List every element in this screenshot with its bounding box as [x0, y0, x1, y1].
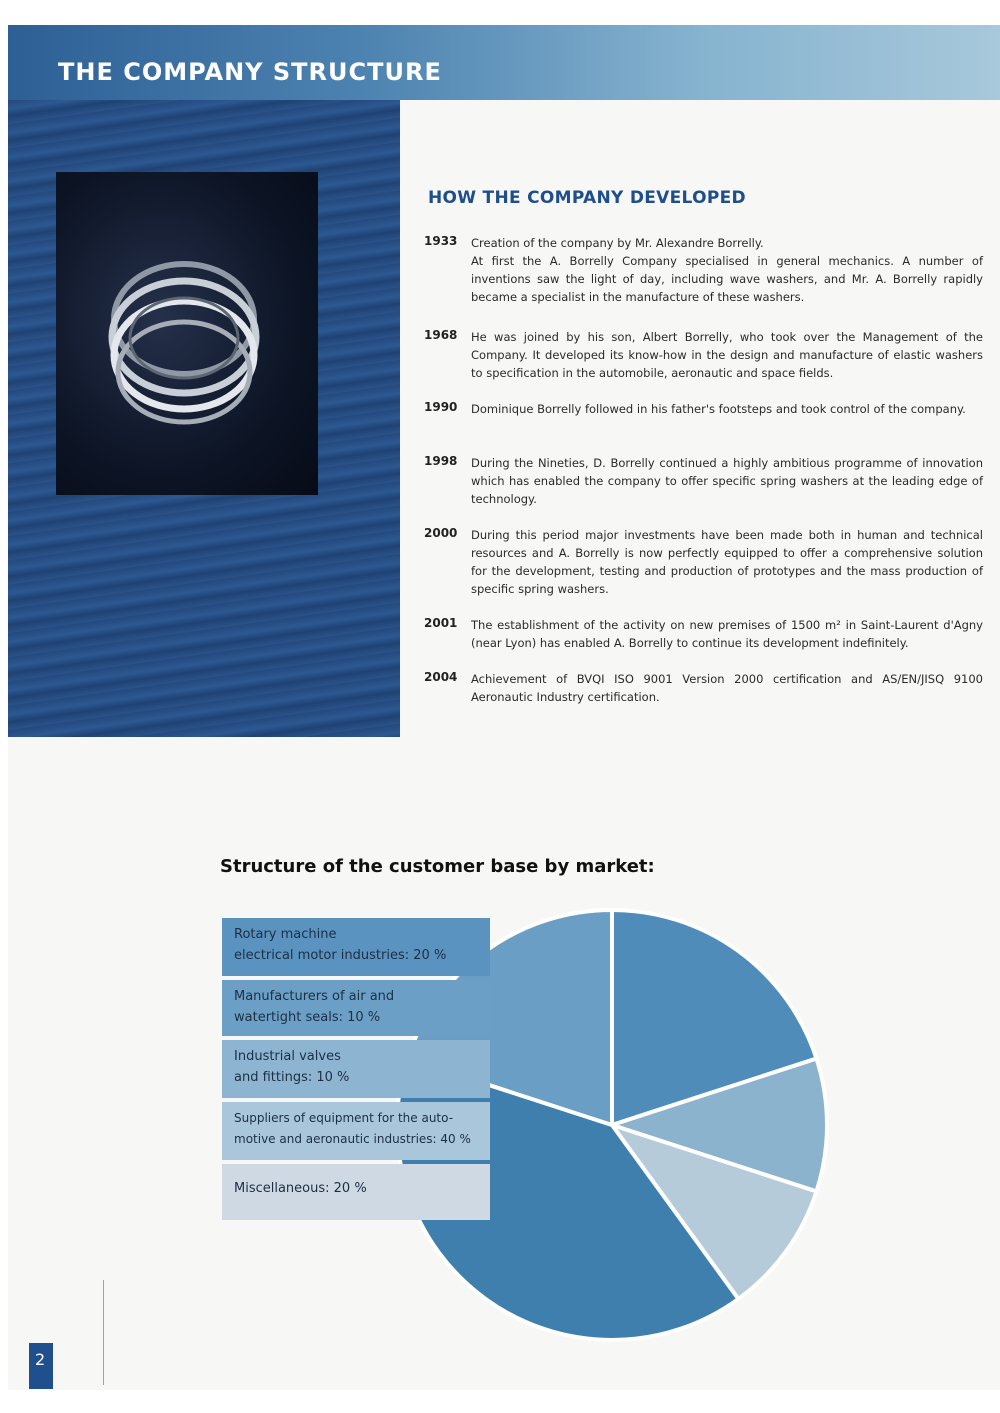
timeline-year: 1990	[424, 400, 458, 414]
legend-item	[222, 980, 490, 1036]
timeline-text: Creation of the company by Mr. Alexandre Borrelly. At first the A. Borrelly Company specialised in general mechanics. A number of inventions saw the light of day, including wave washers, and Mr. A. Borrelly rapidly became a specialist in the manufacture of these washers.	[471, 236, 983, 304]
timeline-year: 1933	[424, 234, 458, 248]
page-title: THE COMPANY STRUCTURE	[58, 58, 442, 86]
timeline-text: During this period major investments have been made both in human and technical resources and A. Borrelly is now perfectly equipped to offer a comprehensive solution for the development, testing and production of prototypes and the mass production of specific spring washers.	[471, 528, 983, 596]
legend-item	[222, 1164, 490, 1220]
timeline-text: He was joined by his son, Albert Borrelly, who took over the Management of the Company. It developed its know-how in the design and manufacture of elastic washers to specification in the automobile, aeronautic and space fields.	[471, 330, 983, 380]
legend-label: Suppliers of equipment for the auto- motive and aeronautic industries: 40 %	[234, 1111, 471, 1146]
legend-item	[222, 1102, 490, 1160]
timeline-year: 1998	[424, 454, 458, 468]
section-title: HOW THE COMPANY DEVELOPED	[428, 188, 746, 208]
legend-item	[222, 1040, 490, 1098]
timeline-text: Dominique Borrelly followed in his father's footsteps and took control of the company.	[471, 402, 966, 416]
timeline-year: 2004	[424, 670, 458, 684]
timeline-text: During the Nineties, D. Borrelly continued a highly ambitious programme of innovation which has enabled the company to offer specific spring washers at the leading edge of technology.	[471, 456, 983, 506]
chart-title: Structure of the customer base by market:	[220, 856, 655, 877]
timeline-year: 2001	[424, 616, 458, 630]
page-number: 2	[29, 1343, 53, 1389]
legend-label: Miscellaneous: 20 %	[234, 1181, 367, 1196]
legend-label: Rotary machine electrical motor industries: 20 %	[234, 927, 447, 963]
legend-label: Manufacturers of air and watertight seals: 10 %	[234, 989, 395, 1025]
legend-item	[222, 918, 490, 976]
timeline-text: The establishment of the activity on new premises of 1500 m² in Saint-Laurent d'Agny (near Lyon) has enabled A. Borrelly to continue its development indefinitely.	[471, 618, 983, 650]
timeline-year: 2000	[424, 526, 458, 540]
margin-rule	[103, 1280, 104, 1385]
timeline-year: 1968	[424, 328, 458, 342]
timeline-text: Achievement of BVQI ISO 9001 Version 2000 certification and AS/EN/JISQ 9100 Aeronautic Industry certification.	[471, 672, 983, 704]
legend-label: Industrial valves and fittings: 10 %	[234, 1049, 350, 1085]
